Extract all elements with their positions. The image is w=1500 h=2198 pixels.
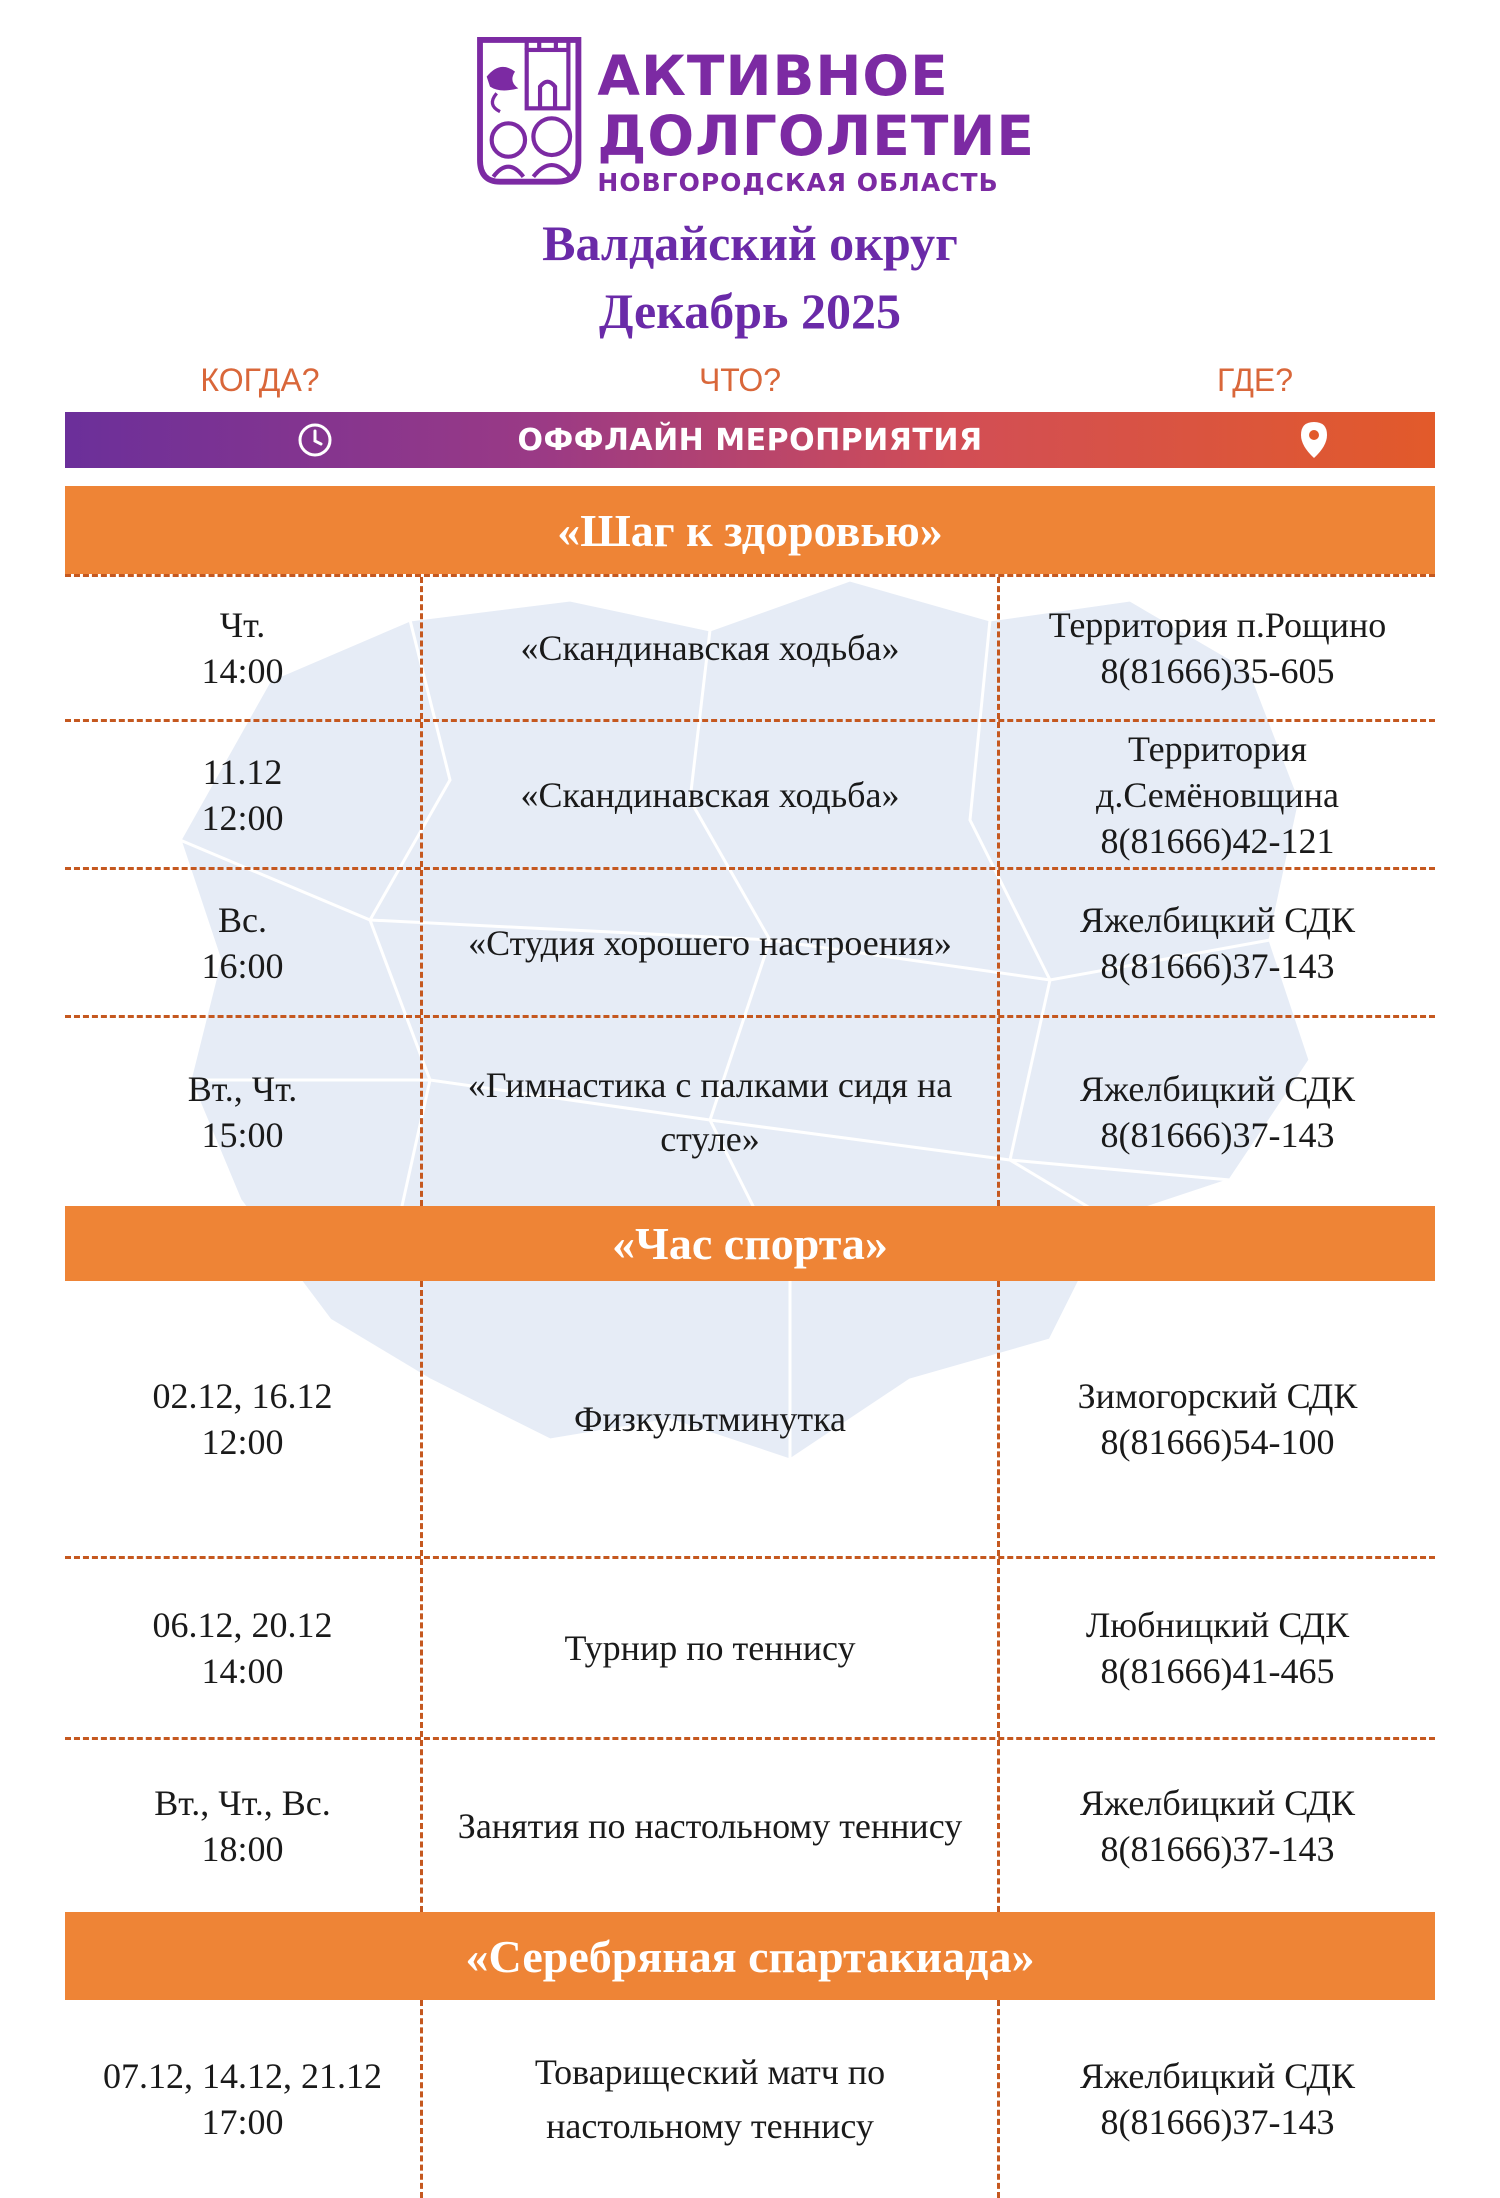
logo-emblem-icon xyxy=(475,20,583,200)
logo-line-3: НОВГОРОДСКАЯ ОБЛАСТЬ xyxy=(597,168,999,197)
row-what: Турнир по теннису xyxy=(420,1559,1000,1737)
band-label: ОФФЛАЙН МЕРОПРИЯТИЯ xyxy=(517,422,983,458)
row-where: Яжелбицкий СДК 8(81666)37-143 xyxy=(1079,1783,1355,1869)
row-what: Товарищеский матч по настольному теннису xyxy=(420,2000,1000,2198)
section-title: «Шаг к здоровью» xyxy=(65,486,1435,574)
row-when: 07.12, 14.12, 21.12 17:00 xyxy=(103,2056,382,2142)
row-where: Территория п.Рощино 8(81666)35-605 xyxy=(1048,605,1387,691)
row-when: Чт. 14:00 xyxy=(201,605,284,691)
section-title: «Час спорта» xyxy=(65,1206,1435,1281)
heading-when: КОГДА? xyxy=(200,362,320,398)
row-when: Вс. 16:00 xyxy=(201,899,284,986)
row-where: Территория д.Семёновщина 8(81666)42-121 xyxy=(1096,728,1339,861)
table-row xyxy=(65,1281,1435,1556)
row-what: «Скандинавская ходьба» xyxy=(420,577,1000,719)
heading-where: ГДЕ? xyxy=(1217,362,1293,398)
row-where: Яжелбицкий СДК 8(81666)37-143 xyxy=(1079,2056,1355,2142)
row-when: 06.12, 20.12 14:00 xyxy=(152,1605,333,1691)
row-when: 02.12, 16.12 12:00 xyxy=(152,1375,333,1462)
table-row xyxy=(65,719,1435,867)
section-title: «Серебряная спартакиада» xyxy=(65,1912,1435,2000)
schedule-table xyxy=(65,486,1435,2198)
offline-events-band xyxy=(65,412,1435,468)
row-what: «Скандинавская ходьба» xyxy=(420,722,1000,867)
row-when: Вт., Чт., Вс. 18:00 xyxy=(154,1783,331,1869)
table-row xyxy=(65,574,1435,719)
table-row xyxy=(65,1556,1435,1737)
row-what: Физкультминутка xyxy=(420,1281,1000,1556)
column-headings xyxy=(0,362,1500,402)
row-where: Зимогорский СДК 8(81666)54-100 xyxy=(1077,1375,1358,1462)
heading-what: ЧТО? xyxy=(698,362,782,398)
month-title: Декабрь 2025 xyxy=(598,283,901,339)
clock-icon xyxy=(297,422,333,458)
district-title: Валдайский округ xyxy=(542,215,958,271)
table-row xyxy=(65,1737,1435,1912)
row-what: «Студия хорошего настроения» xyxy=(420,870,1000,1015)
row-when: 11.12 12:00 xyxy=(201,751,284,838)
table-row xyxy=(65,1015,1435,1206)
logo-line-1: АКТИВНОЕ xyxy=(597,44,949,108)
row-what: Занятия по настольному теннису xyxy=(420,1740,1000,1912)
table-row xyxy=(65,2000,1435,2198)
row-where: Любницкий СДК 8(81666)41-465 xyxy=(1085,1605,1350,1691)
row-what: «Гимнастика с палками сидя на стуле» xyxy=(420,1018,1000,1206)
row-where: Яжелбицкий СДК 8(81666)37-143 xyxy=(1079,899,1355,986)
table-row xyxy=(65,867,1435,1015)
logo xyxy=(475,20,1035,200)
logo-wordmark xyxy=(597,20,1035,198)
row-when: Вт., Чт. 15:00 xyxy=(187,1069,298,1155)
row-where: Яжелбицкий СДК 8(81666)37-143 xyxy=(1079,1069,1355,1155)
location-pin-icon xyxy=(1299,420,1329,460)
logo-line-2: ДОЛГОЛЕТИЕ xyxy=(597,104,1035,168)
